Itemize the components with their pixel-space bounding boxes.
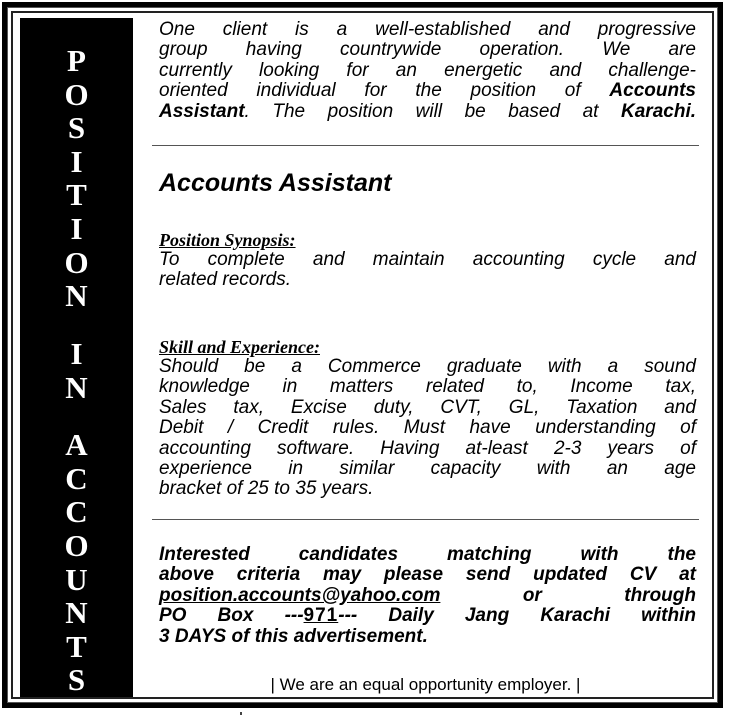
skills-line-3: Sales tax, Excise duty, CVT, GL, Taxation and	[159, 396, 696, 418]
contact-line-1: Interested candidates matching with the	[159, 544, 696, 565]
contact-line-4	[159, 606, 696, 626]
intro-paragraph	[159, 20, 696, 122]
contact-or: or	[522, 584, 542, 606]
intro-line-4-text: oriented individual for the position of	[159, 80, 610, 102]
pobox-field: ---971---	[284, 605, 358, 627]
side-banner-letter: I	[70, 210, 83, 246]
side-banner-letter: A	[65, 427, 88, 463]
job-title: Accounts Assistant	[159, 169, 392, 197]
pobox-number: 971	[303, 605, 339, 627]
side-banner-letter: I	[70, 143, 83, 179]
skills-heading: Skill and Experience:	[159, 337, 320, 357]
divider-top	[152, 145, 699, 146]
side-banner-letter: N	[65, 369, 88, 405]
pobox-label: PO Box	[159, 605, 254, 627]
synopsis-line-2: related records.	[159, 269, 292, 291]
skills-line-6: experience in similar capacity with an age	[159, 458, 696, 480]
skills-line-2: knowledge in matters related to, Income tax,	[159, 376, 696, 398]
intro-line-2: group having countrywide operation. We are	[159, 39, 696, 61]
skills-line-1: Should be a Commerce graduate with a sound	[159, 356, 696, 377]
intro-line-1: One client is a well-established and progressive	[159, 19, 696, 40]
synopsis-line-1: To complete and maintain accounting cycle and	[159, 249, 696, 270]
side-banner-letter: T	[66, 177, 87, 213]
contact-line-2: above criteria may please send updated CV at	[159, 564, 696, 586]
skills-line-5: accounting software. Having at-least 2-3 years of	[159, 437, 696, 459]
side-banner-letter: P	[67, 43, 86, 78]
side-banner-letter: O	[64, 76, 89, 112]
side-banner-letter: O	[64, 528, 89, 564]
synopsis-heading: Position Synopsis:	[159, 230, 296, 250]
side-banner	[20, 18, 133, 697]
intro-position-name-cont: Assistant	[159, 100, 245, 122]
side-banner-letter: S	[67, 662, 86, 698]
side-banner-letter: S	[67, 110, 86, 146]
side-banner-letter: U	[65, 561, 88, 597]
contact-section	[159, 545, 696, 647]
contact-email-link[interactable]: position.accounts@yahoo.com	[159, 584, 441, 606]
intro-line-5-text: . The position will be based at	[244, 100, 622, 122]
side-banner-letter: C	[65, 494, 88, 530]
intro-line-5	[159, 102, 696, 122]
scan-speck	[240, 712, 242, 715]
skills-section	[159, 337, 696, 500]
intro-line-3: currently looking for an energetic and challenge-	[159, 59, 696, 81]
divider-bottom	[152, 519, 699, 520]
contact-line-5: 3 DAYS of this advertisement.	[159, 625, 428, 647]
side-banner-letter: N	[65, 278, 88, 314]
contact-line-3	[159, 586, 696, 606]
side-banner-letter: T	[66, 628, 87, 664]
skills-line-4: Debit / Credit rules. Must have understanding of	[159, 417, 696, 439]
side-banner-letter: I	[70, 335, 83, 371]
synopsis-section	[159, 230, 696, 291]
side-banner-letter: C	[65, 460, 88, 496]
intro-city: Karachi.	[621, 100, 696, 122]
equal-opportunity-note: | We are an equal opportunity employer. |	[270, 675, 581, 694]
intro-line-4	[159, 81, 696, 101]
contact-through: through	[624, 584, 697, 606]
side-banner-letter: O	[64, 244, 89, 280]
side-banner-letter: N	[65, 595, 88, 631]
contact-newspaper: Daily Jang Karachi within	[388, 605, 696, 627]
intro-position-name: Accounts	[609, 80, 696, 102]
skills-line-7: bracket of 25 to 35 years.	[159, 478, 374, 500]
